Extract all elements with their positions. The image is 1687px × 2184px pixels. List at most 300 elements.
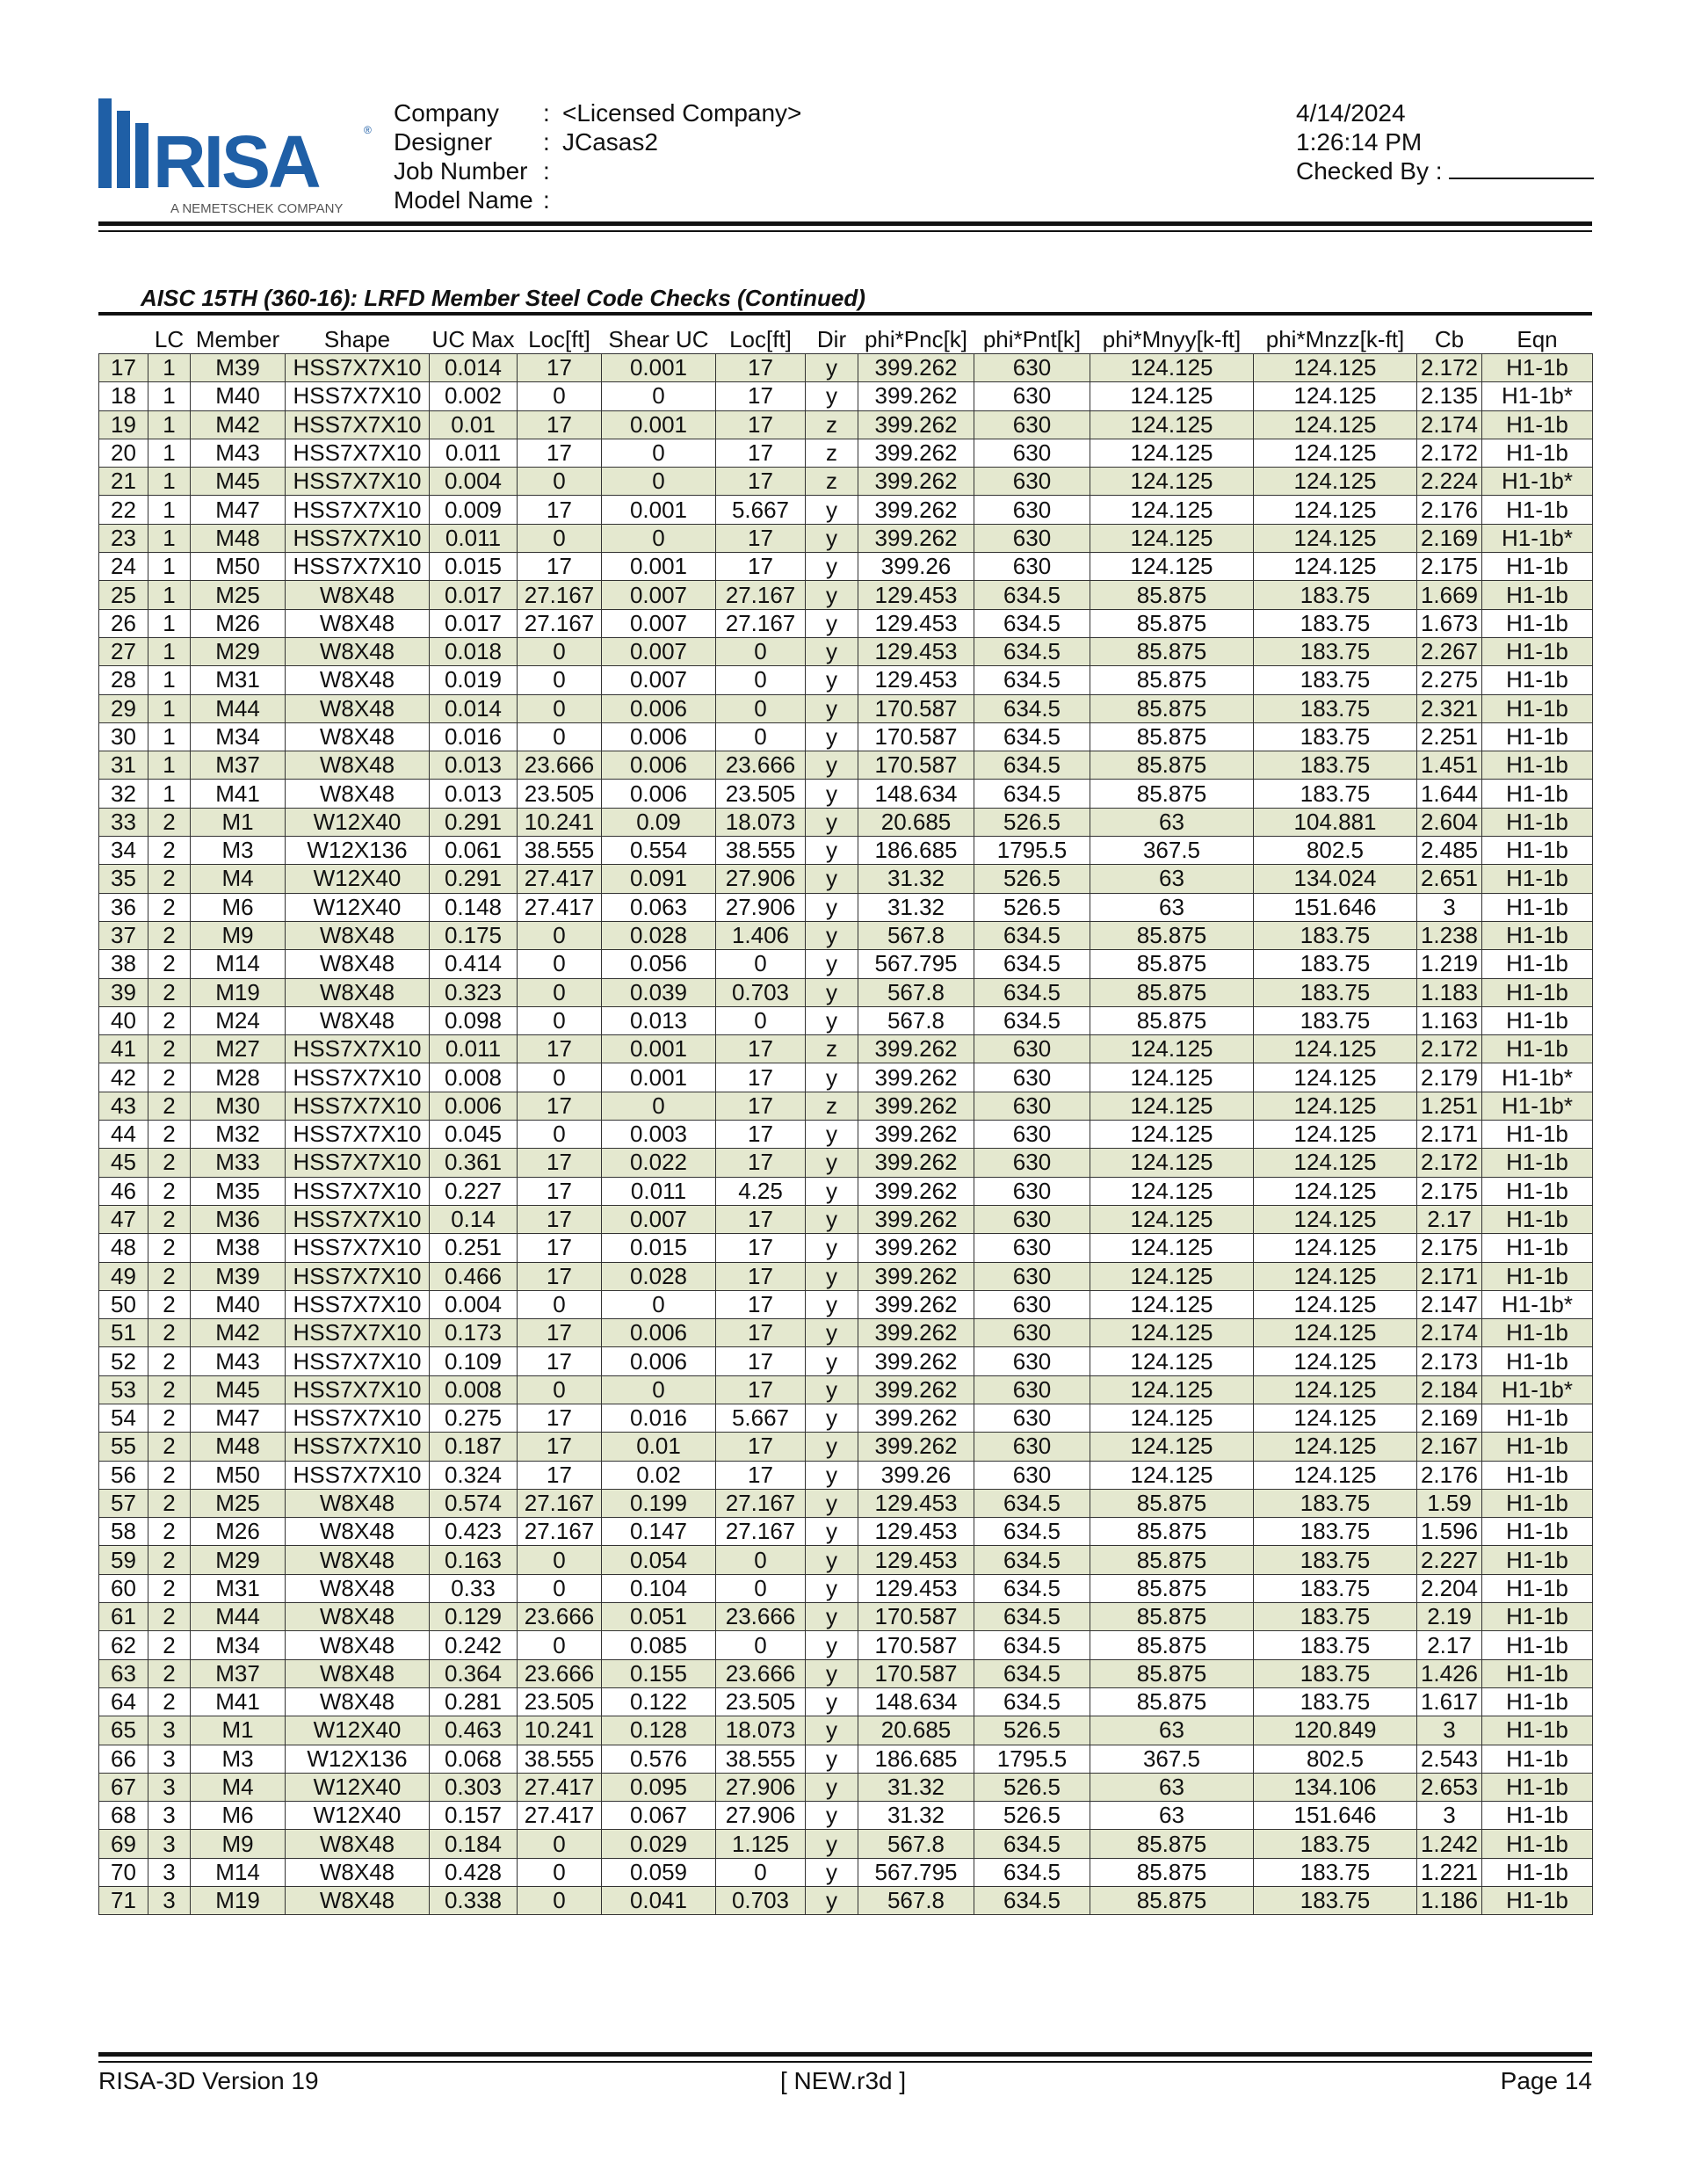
table-cell: 2 (148, 1205, 191, 1233)
table-cell: H1-1b (1482, 637, 1593, 665)
table-cell: 0 (518, 1887, 602, 1915)
table-cell: 148.634 (858, 780, 974, 808)
table-cell: M26 (191, 609, 286, 637)
table-cell: 2 (148, 1262, 191, 1290)
table-cell: 2 (148, 1375, 191, 1404)
table-cell: 0.184 (430, 1830, 518, 1858)
table-cell: 399.262 (858, 1121, 974, 1149)
table-cell: 183.75 (1254, 1887, 1417, 1915)
table-cell: M25 (191, 581, 286, 609)
column-header: phi*Mnzz[k-ft] (1265, 325, 1405, 352)
table-cell: 170.587 (858, 1659, 974, 1687)
table-cell: 58 (99, 1518, 148, 1546)
table-cell: 399.262 (858, 1347, 974, 1375)
table-cell: W12X136 (286, 1745, 430, 1773)
table-cell: 17 (518, 410, 602, 439)
table-row (99, 354, 1593, 382)
table-cell: W8X48 (286, 1006, 430, 1034)
table-cell: 48 (99, 1234, 148, 1262)
table-cell: 1.596 (1417, 1518, 1482, 1546)
table-cell: W8X48 (286, 722, 430, 751)
header-rule-thin (98, 230, 1592, 232)
table-cell: W8X48 (286, 609, 430, 637)
table-cell: 85.875 (1090, 1858, 1254, 1886)
table-cell: HSS7X7X10 (286, 1092, 430, 1120)
table-cell: y (806, 496, 858, 524)
footer-filename: [ NEW.r3d ] (780, 2067, 907, 2094)
table-cell: M47 (191, 1404, 286, 1432)
table-cell: 630 (974, 1347, 1090, 1375)
table-cell: y (806, 808, 858, 836)
table-cell: 0.275 (430, 1404, 518, 1432)
table-cell: 630 (974, 410, 1090, 439)
table-cell: 124.125 (1090, 1205, 1254, 1233)
table-cell: 183.75 (1254, 694, 1417, 722)
table-cell: 85.875 (1090, 921, 1254, 949)
table-cell: 0.001 (602, 1063, 716, 1092)
table-cell: 0.09 (602, 808, 716, 836)
table-cell: 124.125 (1254, 1262, 1417, 1290)
table-cell: 2.321 (1417, 694, 1482, 722)
table-cell: 567.8 (858, 978, 974, 1006)
table-cell: 17 (716, 1149, 806, 1177)
table-cell: H1-1b (1482, 1433, 1593, 1461)
table-cell: 2 (148, 1546, 191, 1574)
table-cell: 46 (99, 1177, 148, 1205)
table-cell: 2 (148, 1489, 191, 1517)
table-cell: 22 (99, 496, 148, 524)
table-cell: 1795.5 (974, 837, 1090, 865)
table-cell: 17 (518, 1262, 602, 1290)
table-cell: H1-1b (1482, 1687, 1593, 1716)
table-cell: 27.167 (518, 609, 602, 637)
table-cell: 57 (99, 1489, 148, 1517)
table-cell: 42 (99, 1063, 148, 1092)
table-cell: 17 (518, 496, 602, 524)
table-cell: 2 (148, 1687, 191, 1716)
field-label: Job Number (394, 157, 528, 185)
table-cell: y (806, 1745, 858, 1773)
table-cell: 399.262 (858, 354, 974, 382)
table-row (99, 1234, 1593, 1262)
table-cell: 1.251 (1417, 1092, 1482, 1120)
column-header: Loc[ft] (729, 325, 792, 352)
table-cell: 85.875 (1090, 722, 1254, 751)
table-cell: M47 (191, 496, 286, 524)
table-cell: 17 (518, 1347, 602, 1375)
column-header: Member (195, 325, 280, 352)
table-cell: 526.5 (974, 865, 1090, 893)
table-cell: 183.75 (1254, 1489, 1417, 1517)
table-cell: 170.587 (858, 1631, 974, 1659)
table-cell: 0.703 (716, 978, 806, 1006)
table-cell: 27.167 (716, 1489, 806, 1517)
table-cell: 124.125 (1254, 1092, 1417, 1120)
table-cell: M50 (191, 1461, 286, 1489)
table-cell: 124.125 (1254, 1234, 1417, 1262)
table-cell: M44 (191, 694, 286, 722)
table-cell: y (806, 637, 858, 665)
table-cell: 2.604 (1417, 808, 1482, 836)
table-cell: 526.5 (974, 1716, 1090, 1745)
table-cell: 124.125 (1090, 439, 1254, 467)
table-cell: 27.906 (716, 1773, 806, 1801)
table-cell: 0.364 (430, 1659, 518, 1687)
table-cell: W8X48 (286, 978, 430, 1006)
table-cell: 630 (974, 524, 1090, 552)
table-cell: W8X48 (286, 694, 430, 722)
table-cell: 183.75 (1254, 609, 1417, 637)
table-cell: 634.5 (974, 1489, 1090, 1517)
report-time: 1:26:14 PM (1296, 128, 1423, 156)
table-cell: 0.017 (430, 609, 518, 637)
table-cell: 399.262 (858, 1205, 974, 1233)
table-row (99, 609, 1593, 637)
table-cell: z (806, 439, 858, 467)
table-cell: 17 (716, 1234, 806, 1262)
table-cell: 0 (716, 694, 806, 722)
table-row (99, 808, 1593, 836)
table-cell: 0.059 (602, 1858, 716, 1886)
table-cell: 399.262 (858, 1262, 974, 1290)
table-cell: y (806, 666, 858, 694)
header-field-company: Company : <Licensed Company> (394, 99, 802, 127)
table-cell: H1-1b (1482, 780, 1593, 808)
table-cell: 0.019 (430, 666, 518, 694)
table-row (99, 1205, 1593, 1233)
field-value: <Licensed Company> (562, 99, 802, 127)
table-cell: 630 (974, 468, 1090, 496)
table-cell: 30 (99, 722, 148, 751)
table-cell: 0.054 (602, 1546, 716, 1574)
table-cell: 124.125 (1090, 1177, 1254, 1205)
table-cell: W8X48 (286, 950, 430, 978)
table-cell: 2 (148, 921, 191, 949)
table-cell: H1-1b (1482, 581, 1593, 609)
table-cell: 2.19 (1417, 1603, 1482, 1631)
field-value: JCasas2 (562, 128, 658, 156)
table-cell: 17 (518, 1404, 602, 1432)
table-cell: 634.5 (974, 780, 1090, 808)
table-cell: 0.067 (602, 1802, 716, 1830)
table-cell: H1-1b (1482, 1006, 1593, 1034)
table-cell: 2 (148, 1290, 191, 1318)
column-header: LC (154, 325, 185, 352)
table-cell: 0.02 (602, 1461, 716, 1489)
table-cell: 65 (99, 1716, 148, 1745)
table-cell: 27.167 (518, 1518, 602, 1546)
table-cell: y (806, 1404, 858, 1432)
table-row (99, 1773, 1593, 1801)
table-row (99, 1631, 1593, 1659)
table-cell: y (806, 1830, 858, 1858)
table-cell: W8X48 (286, 1574, 430, 1602)
table-row (99, 1716, 1593, 1745)
table-cell: 23.505 (518, 1687, 602, 1716)
table-cell: 0 (518, 1631, 602, 1659)
table-cell: W8X48 (286, 1887, 430, 1915)
table-cell: 20.685 (858, 1716, 974, 1745)
table-cell: 29 (99, 694, 148, 722)
table-cell: z (806, 1035, 858, 1063)
table-cell: 31 (99, 751, 148, 780)
table-cell: 26 (99, 609, 148, 637)
table-cell: 634.5 (974, 581, 1090, 609)
table-cell: 0 (716, 1574, 806, 1602)
table-cell: 124.125 (1090, 1121, 1254, 1149)
table-cell: W8X48 (286, 1603, 430, 1631)
table-cell: 2 (148, 1092, 191, 1120)
table-cell: 0.428 (430, 1858, 518, 1886)
field-label: Company (394, 99, 499, 127)
table-cell: 85.875 (1090, 1659, 1254, 1687)
table-cell: HSS7X7X10 (286, 496, 430, 524)
table-cell: W8X48 (286, 1659, 430, 1687)
table-cell: 0.015 (602, 1234, 716, 1262)
table-row (99, 1035, 1593, 1063)
table-cell: 17 (518, 439, 602, 467)
table-cell: 0 (518, 524, 602, 552)
table-cell: 23.505 (716, 1687, 806, 1716)
table-cell: 38.555 (518, 837, 602, 865)
table-cell: 183.75 (1254, 1631, 1417, 1659)
table-row (99, 1121, 1593, 1149)
table-cell: W12X40 (286, 1802, 430, 1830)
table-row (99, 1092, 1593, 1120)
table-cell: 634.5 (974, 1518, 1090, 1546)
table-cell: y (806, 780, 858, 808)
table-cell: 63 (1090, 893, 1254, 921)
table-cell: y (806, 1375, 858, 1404)
table-cell: 63 (1090, 808, 1254, 836)
table-cell: 51 (99, 1319, 148, 1347)
table-cell: 38.555 (518, 1745, 602, 1773)
table-cell: y (806, 1290, 858, 1318)
table-cell: M3 (191, 1745, 286, 1773)
table-cell: 0.574 (430, 1489, 518, 1517)
table-cell: 32 (99, 780, 148, 808)
table-cell: 17 (716, 1063, 806, 1092)
column-header: phi*Mnyy[k-ft] (1102, 325, 1242, 352)
table-cell: y (806, 694, 858, 722)
table-cell: 183.75 (1254, 950, 1417, 978)
table-cell: 2 (148, 1461, 191, 1489)
table-cell: M39 (191, 354, 286, 382)
table-cell: 35 (99, 865, 148, 893)
table-cell: H1-1b (1482, 921, 1593, 949)
table-cell: 0.122 (602, 1687, 716, 1716)
table-cell: 61 (99, 1603, 148, 1631)
table-cell: 170.587 (858, 751, 974, 780)
table-cell: 0.003 (602, 1121, 716, 1149)
table-cell: 129.453 (858, 1574, 974, 1602)
table-cell: HSS7X7X10 (286, 410, 430, 439)
table-cell: 124.125 (1090, 1404, 1254, 1432)
table-cell: 630 (974, 1149, 1090, 1177)
table-cell: H1-1b (1482, 1631, 1593, 1659)
table-cell: W8X48 (286, 1687, 430, 1716)
table-cell: 64 (99, 1687, 148, 1716)
table-cell: 17 (716, 1347, 806, 1375)
table-cell: 124.125 (1090, 1461, 1254, 1489)
table-cell: M31 (191, 666, 286, 694)
footer-rule-thin (98, 2061, 1592, 2063)
table-cell: 183.75 (1254, 666, 1417, 694)
table-cell: H1-1b (1482, 1262, 1593, 1290)
table-cell: M31 (191, 1574, 286, 1602)
table-row (99, 666, 1593, 694)
table-cell: M41 (191, 1687, 286, 1716)
table-cell: 2.176 (1417, 1461, 1482, 1489)
table-cell: 124.125 (1254, 1205, 1417, 1233)
table-cell: 399.262 (858, 1234, 974, 1262)
checked-by (1296, 156, 1594, 185)
table-cell: 183.75 (1254, 780, 1417, 808)
table-cell: 17 (99, 354, 148, 382)
table-cell: M40 (191, 1290, 286, 1318)
table-cell: 1 (148, 780, 191, 808)
table-cell: 0 (518, 1290, 602, 1318)
table-cell: 634.5 (974, 694, 1090, 722)
table-cell: 124.125 (1254, 524, 1417, 552)
table-cell: 134.106 (1254, 1773, 1417, 1801)
table-cell: H1-1b (1482, 410, 1593, 439)
table-cell: 124.125 (1254, 354, 1417, 382)
table-cell: y (806, 581, 858, 609)
logo-wordmark: RISA (153, 120, 319, 203)
table-cell: 399.262 (858, 468, 974, 496)
table-cell: 399.262 (858, 1319, 974, 1347)
table-row (99, 1347, 1593, 1375)
table-cell: 0.061 (430, 837, 518, 865)
table-cell: 0.001 (602, 496, 716, 524)
column-header: phi*Pnc[k] (864, 325, 968, 352)
table-cell: 1.617 (1417, 1687, 1482, 1716)
table-cell: 27.167 (716, 1518, 806, 1546)
section-title: AISC 15TH (360-16): LRFD Member Steel Code Checks (Continued) (141, 285, 865, 311)
table-cell: 124.125 (1254, 1461, 1417, 1489)
table-cell: 634.5 (974, 1659, 1090, 1687)
table-cell: 3 (148, 1773, 191, 1801)
table-row (99, 865, 1593, 893)
table-cell: H1-1b (1482, 893, 1593, 921)
table-cell: 2.17 (1417, 1205, 1482, 1233)
table-cell: y (806, 524, 858, 552)
table-cell: 567.8 (858, 1006, 974, 1034)
checked-by-label: Checked By : (1296, 157, 1443, 185)
table-cell: 1 (148, 553, 191, 581)
table-cell: 27.417 (518, 865, 602, 893)
table-row (99, 1745, 1593, 1773)
table-cell: H1-1b (1482, 1546, 1593, 1574)
table-cell: H1-1b (1482, 950, 1593, 978)
table-cell: 17 (518, 1461, 602, 1489)
table-cell: 2 (148, 1347, 191, 1375)
header-fields (394, 98, 801, 214)
table-cell: 399.262 (858, 410, 974, 439)
table-cell: H1-1b (1482, 1830, 1593, 1858)
table-cell: M35 (191, 1177, 286, 1205)
table-cell: 38 (99, 950, 148, 978)
table-cell: 62 (99, 1631, 148, 1659)
table-cell: 367.5 (1090, 1745, 1254, 1773)
table-cell: W8X48 (286, 780, 430, 808)
table-cell: 17 (716, 439, 806, 467)
table-cell: HSS7X7X10 (286, 382, 430, 410)
table-cell: 0 (518, 637, 602, 665)
table-cell: 17 (518, 1149, 602, 1177)
table-cell: 399.262 (858, 439, 974, 467)
table-row (99, 893, 1593, 921)
table-cell: 124.125 (1090, 1290, 1254, 1318)
table-cell: H1-1b (1482, 1659, 1593, 1687)
table-row (99, 410, 1593, 439)
table-cell: 1 (148, 382, 191, 410)
table-cell: 634.5 (974, 722, 1090, 751)
table-cell: 85.875 (1090, 1489, 1254, 1517)
table-cell: 399.262 (858, 382, 974, 410)
table-cell: M40 (191, 382, 286, 410)
table-cell: 85.875 (1090, 1006, 1254, 1034)
table-cell: 17 (716, 410, 806, 439)
table-cell: 1 (148, 524, 191, 552)
table-cell: y (806, 553, 858, 581)
table-cell: 0.007 (602, 637, 716, 665)
table-cell: M33 (191, 1149, 286, 1177)
table-cell: z (806, 410, 858, 439)
table-cell: 27 (99, 637, 148, 665)
table-cell: H1-1b (1482, 1205, 1593, 1233)
table-cell: 2.172 (1417, 1035, 1482, 1063)
table-cell: 33 (99, 808, 148, 836)
table-cell: 634.5 (974, 1006, 1090, 1034)
table-cell: HSS7X7X10 (286, 1290, 430, 1318)
table-cell: 27.167 (716, 609, 806, 637)
table-cell: y (806, 1319, 858, 1347)
table-cell: 634.5 (974, 1574, 1090, 1602)
table-cell: 134.024 (1254, 865, 1417, 893)
table-cell: 0.011 (430, 439, 518, 467)
table-cell: M4 (191, 865, 286, 893)
table-cell: H1-1b (1482, 439, 1593, 467)
column-header (99, 325, 148, 354)
table-cell: y (806, 1006, 858, 1034)
table-cell: 0.423 (430, 1518, 518, 1546)
table-cell: 0 (518, 921, 602, 949)
table-cell: 55 (99, 1433, 148, 1461)
table-cell: 17 (518, 1092, 602, 1120)
table-cell: 17 (518, 1319, 602, 1347)
table-cell: 0 (518, 382, 602, 410)
table-cell: M4 (191, 1773, 286, 1801)
table-cell: 2.543 (1417, 1745, 1482, 1773)
table-cell: HSS7X7X10 (286, 524, 430, 552)
table-cell: H1-1b (1482, 609, 1593, 637)
table-cell: 0.017 (430, 581, 518, 609)
table-cell: 17 (518, 1177, 602, 1205)
table-cell: 2 (148, 1121, 191, 1149)
table-cell: H1-1b* (1482, 382, 1593, 410)
table-cell: 2 (148, 893, 191, 921)
table-row (99, 581, 1593, 609)
table-cell: y (806, 1177, 858, 1205)
table-cell: 0.242 (430, 1631, 518, 1659)
table-cell: 3 (148, 1716, 191, 1745)
table-cell: 183.75 (1254, 1006, 1417, 1034)
table-cell: HSS7X7X10 (286, 1347, 430, 1375)
table-row (99, 468, 1593, 496)
table-cell: M9 (191, 1830, 286, 1858)
